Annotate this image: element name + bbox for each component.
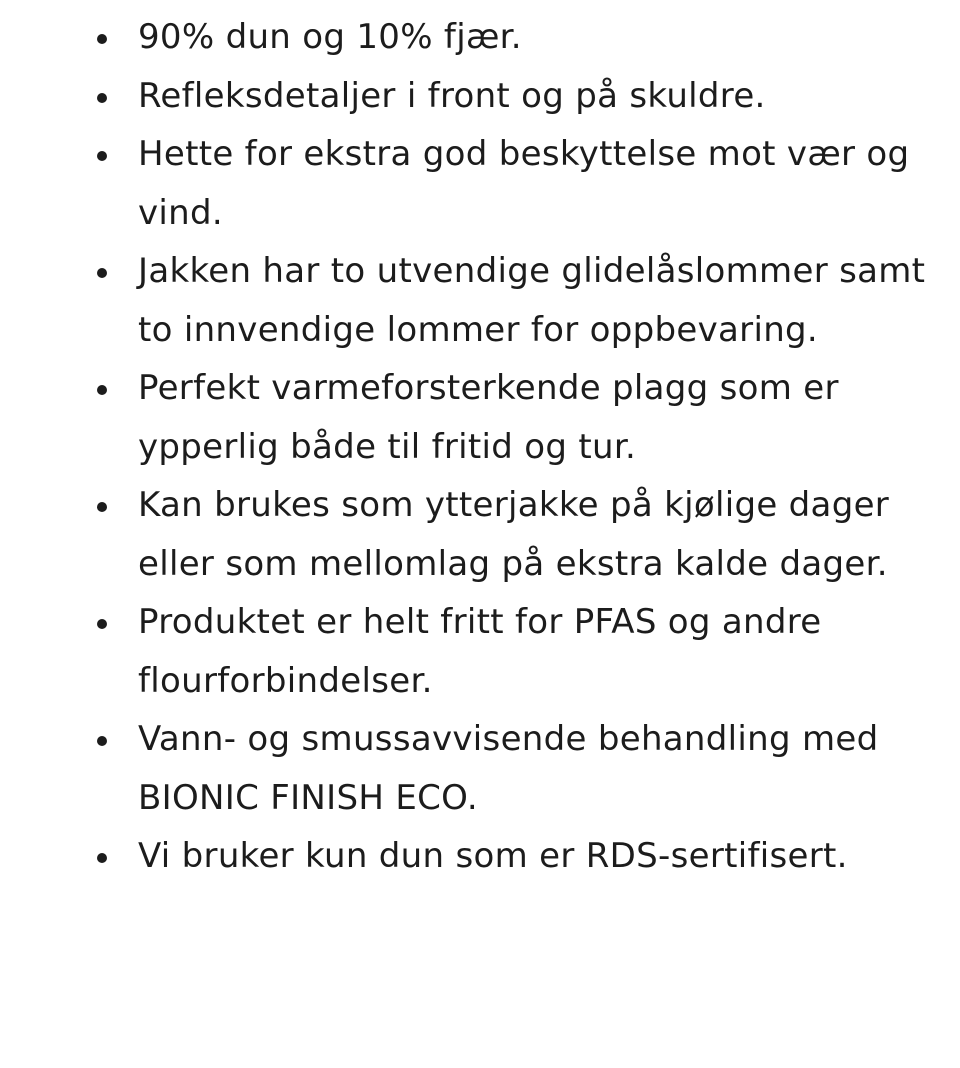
list-item (138, 476, 938, 593)
feature-list (0, 8, 960, 886)
feature-text: 90% dun og 10% fjær. (138, 17, 522, 57)
bullet-icon (97, 268, 107, 278)
feature-text: Produktet er helt fritt for PFAS og andre flourforbindelser. (138, 602, 822, 701)
list-item (138, 67, 938, 126)
feature-text: Hette for ekstra god beskyttelse mot vær og vind. (138, 134, 910, 233)
list-item (138, 242, 938, 359)
list-item (138, 125, 938, 242)
bullet-icon (97, 853, 107, 863)
list-item (138, 827, 938, 886)
feature-text: Kan brukes som ytterjakke på kjølige dager eller som mellomlag på ekstra kalde dager. (138, 485, 890, 584)
bullet-icon (97, 151, 107, 161)
bullet-icon (97, 502, 107, 512)
list-item (138, 8, 938, 67)
bullet-icon (97, 93, 107, 103)
bullet-icon (97, 736, 107, 746)
list-item (138, 710, 938, 827)
list-item (138, 593, 938, 710)
list-item (138, 359, 938, 476)
feature-text: Vi bruker kun dun som er RDS-sertifisert. (138, 836, 848, 876)
feature-text: Perfekt varmeforsterkende plagg som er ypperlig både til fritid og tur. (138, 368, 839, 467)
feature-text: Jakken har to utvendige glidelåslommer samt to innvendige lommer for oppbevaring. (138, 251, 926, 350)
feature-text: Vann- og smussavvisende behandling med BIONIC FINISH ECO. (138, 719, 879, 818)
bullet-icon (97, 34, 107, 44)
bullet-icon (97, 385, 107, 395)
feature-text: Refleksdetaljer i front og på skuldre. (138, 75, 766, 116)
bullet-icon (97, 619, 107, 629)
